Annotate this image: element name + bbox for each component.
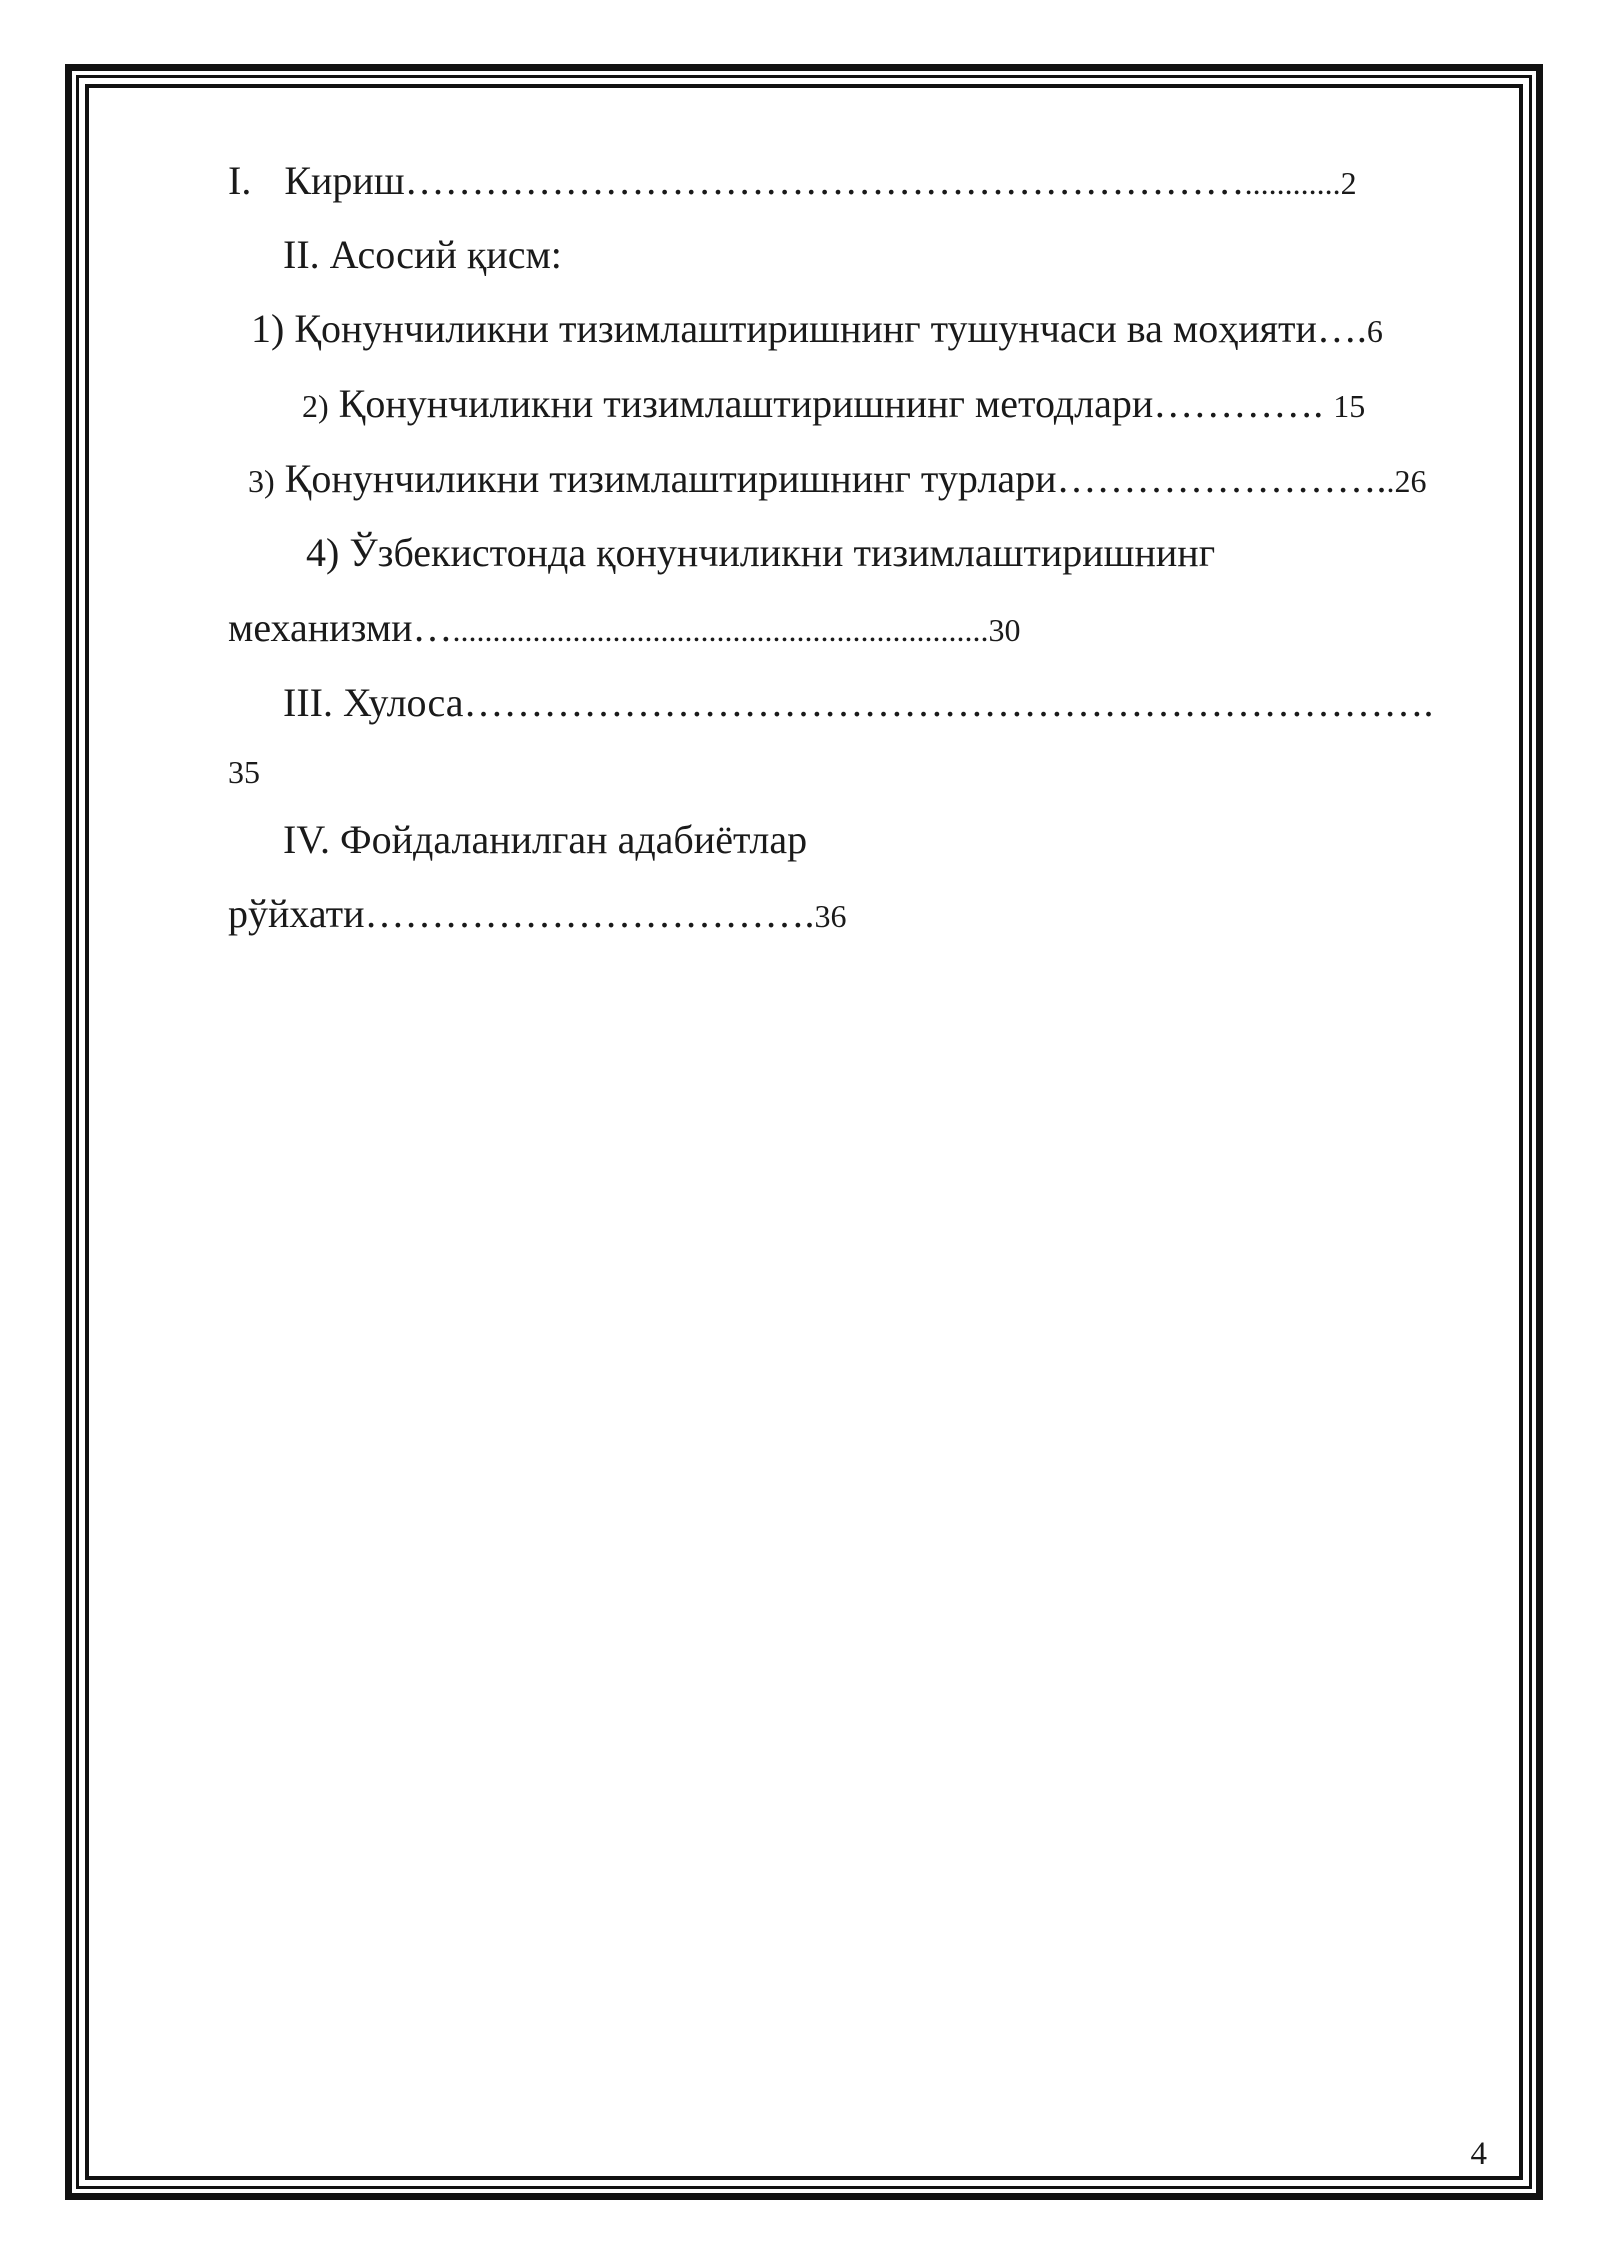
toc-subentry-label: Қонунчиликни тизимлаштиришнинг турлари	[284, 456, 1057, 501]
toc-page-number: 35	[228, 754, 260, 790]
toc-leader-dots-small: .	[1386, 463, 1395, 499]
toc-page-number: 30	[988, 612, 1021, 648]
toc-entry-number: I.	[228, 158, 252, 203]
toc-subentry-4	[306, 529, 1215, 577]
toc-leader-dots-small: ............	[1244, 165, 1341, 201]
toc-subentry-label: Қонунчиликни тизимлаштиришнинг тушунчаси ва моҳияти	[294, 306, 1317, 351]
toc-page-number: 26	[1394, 463, 1427, 499]
toc-subentry-number: 1)	[251, 306, 285, 351]
toc-leader-dots: …………………………….	[364, 891, 815, 936]
toc-entry-label: Кириш	[284, 158, 405, 203]
toc-leader-dots: ….	[1316, 306, 1367, 351]
toc-entry-label: рўйхати	[228, 891, 365, 936]
toc-leader-dots: ……………………………………………………………….	[463, 680, 1434, 725]
toc-page-number: 6	[1366, 313, 1383, 349]
toc-page-number: 36	[814, 898, 847, 934]
toc-entry-label: II. Асосий қисм:	[283, 232, 562, 277]
toc-entry-references-continued	[228, 890, 846, 940]
toc-entry-label: IV. Фойдаланилган адабиётлар	[283, 817, 808, 862]
toc-subentry-label: механизми	[228, 605, 413, 650]
toc-subentry-1	[251, 305, 1383, 355]
toc-entry-conclusion	[283, 679, 1434, 727]
toc-subentry-number: 3)	[248, 463, 275, 499]
toc-entry-references	[283, 816, 807, 864]
toc-subentry-label: 4) Ўзбекистонда қонунчиликни тизимлаштиришнинг	[306, 530, 1216, 575]
toc-subentry-number: 2)	[302, 388, 329, 424]
toc-subentry-2	[302, 380, 1365, 430]
toc-subentry-4-continued	[228, 604, 1021, 654]
toc-entry-main-part	[283, 231, 562, 279]
toc-page-number: 15	[1333, 388, 1366, 424]
toc-leader-dots: ………………………………………………………	[404, 158, 1245, 203]
toc-subentry-3	[248, 455, 1426, 505]
toc-subentry-label: Қонунчиликни тизимлаштиришнинг методлари	[338, 381, 1154, 426]
toc-leader-dots-small: ...................................................................	[452, 612, 989, 648]
toc-leader-dots: …………………….	[1056, 456, 1387, 501]
toc-entry-label: III. Хулоса	[283, 680, 464, 725]
toc-entry-conclusion-page	[228, 748, 260, 796]
toc-leader-dots: …	[412, 605, 453, 650]
page-number: 4	[1470, 2136, 1487, 2172]
toc-page-number: 2	[1340, 165, 1357, 201]
toc-entry-introduction	[228, 157, 1357, 207]
toc-leader-dots: ………….	[1153, 381, 1324, 426]
